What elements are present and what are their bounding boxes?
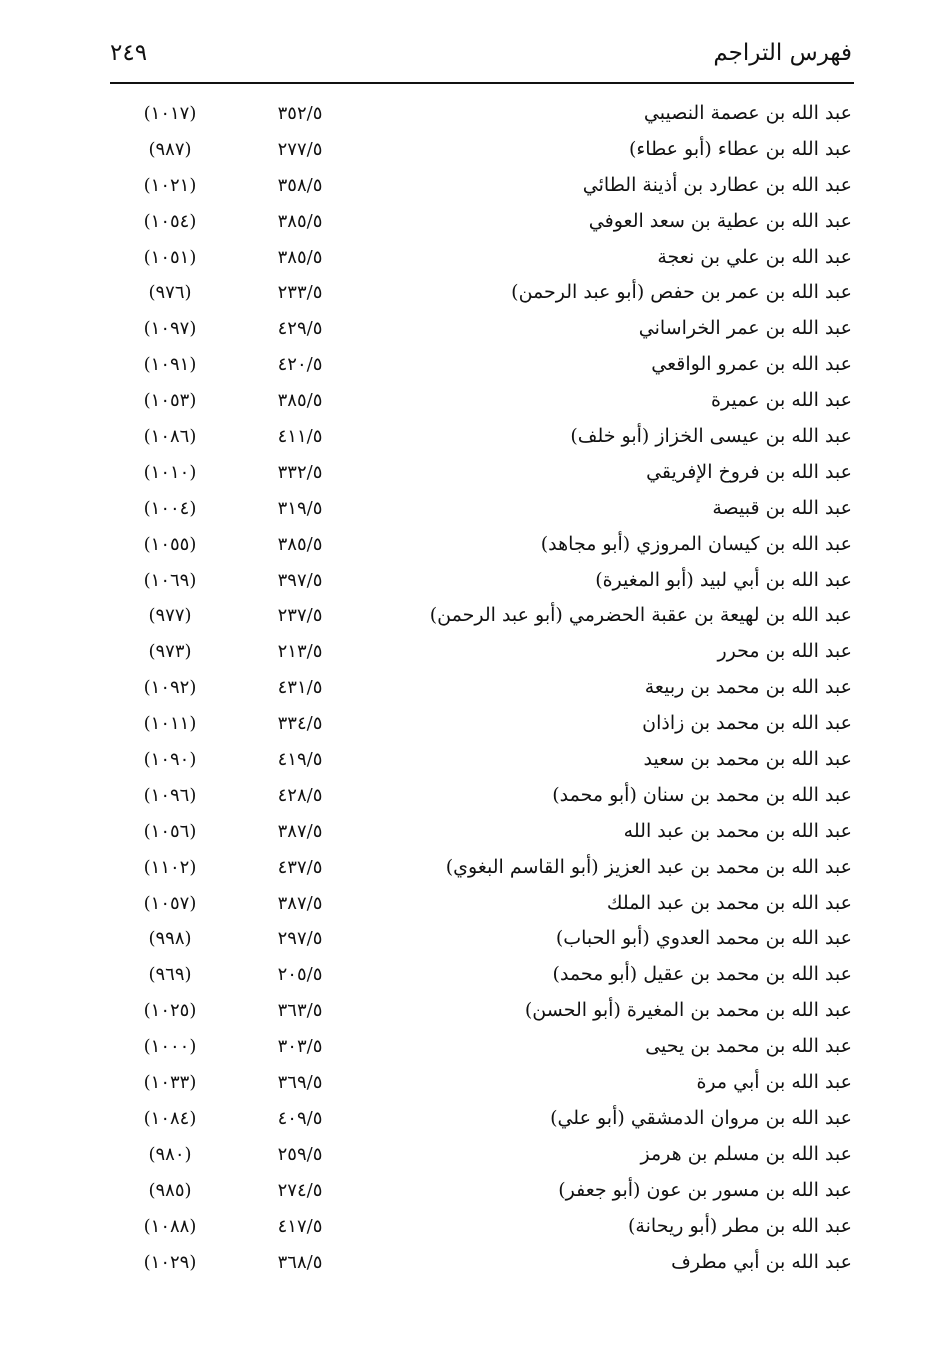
entry-person-name: عبد الله بن عطارد بن أذينة الطائي <box>582 173 852 196</box>
entry-page-reference: ٢٩٧/٥ <box>277 928 323 950</box>
entry-biography-number: (١٠٩١) <box>143 354 197 376</box>
entry-person-name: عبد الله بن عمر بن حفص (أبو عبد الرحمن) <box>511 281 852 304</box>
entry-page-reference: ٣٥٨/٥ <box>277 174 323 196</box>
entry-person-name: عبد الله بن محمد بن سنان (أبو محمد) <box>552 783 852 806</box>
entry-biography-number: (١٠٩٧) <box>143 318 197 340</box>
entry-person-name: عبد الله بن مسلم بن هرمز <box>640 1142 852 1165</box>
entry-person-name: عبد الله بن محمد بن عبد الله <box>623 819 852 842</box>
entry-biography-number: (١٠٣٣) <box>143 1072 197 1094</box>
entry-person-name: عبد الله بن مطر (أبو ريحانة) <box>628 1214 852 1237</box>
entry-page-reference: ٢١٣/٥ <box>277 641 323 663</box>
entry-page-reference: ٤١٩/٥ <box>277 749 323 771</box>
index-entry <box>110 313 852 349</box>
entry-page-reference: ٣٣٤/٥ <box>277 713 323 735</box>
entry-biography-number: (٩٧٣) <box>148 641 192 663</box>
index-entry <box>110 852 852 888</box>
index-entry <box>110 1247 852 1283</box>
entry-person-name: عبد الله بن عصمة النصيبي <box>643 102 852 124</box>
entry-page-reference: ٤٢٠/٥ <box>277 354 323 376</box>
entry-person-name: عبد الله بن عطاء (أبو عطاء) <box>628 137 852 160</box>
index-entry <box>110 995 852 1031</box>
entry-page-reference: ٣٦٨/٥ <box>277 1251 323 1273</box>
entry-person-name: عبد الله بن محمد بن عبد العزيز (أبو القاسم البغوي) <box>445 855 852 878</box>
index-entry <box>110 421 852 457</box>
index-entry <box>110 923 852 959</box>
entry-page-reference: ٣٦٩/٥ <box>277 1072 323 1094</box>
entry-page-reference: ٢٥٩/٥ <box>277 1143 323 1165</box>
entry-page-reference: ٣٨٥/٥ <box>277 210 323 232</box>
index-entry <box>110 565 852 601</box>
entry-biography-number: (١٠٨٨) <box>143 1215 197 1237</box>
entry-page-reference: ٣٠٣/٥ <box>277 1036 323 1058</box>
entry-biography-number: (١٠٩٢) <box>143 677 197 699</box>
entry-page-reference: ٣٩٧/٥ <box>277 569 323 591</box>
entry-person-name: عبد الله بن علي بن نعجة <box>657 245 852 268</box>
entry-person-name: عبد الله بن عميرة <box>711 389 852 412</box>
entry-biography-number: (٩٩٨) <box>148 928 192 950</box>
entry-biography-number: (١٠٩٠) <box>143 749 197 771</box>
entry-person-name: عبد الله بن مروان الدمشقي (أبو علي) <box>550 1106 852 1129</box>
index-entry <box>110 457 852 493</box>
entry-person-name: عبد الله بن فروخ الإفريقي <box>646 460 852 483</box>
index-entry <box>110 206 852 242</box>
entry-page-reference: ٤١١/٥ <box>277 426 323 448</box>
entry-biography-number: (١٠٥٥) <box>143 533 197 555</box>
entry-page-reference: ٤٣٧/٥ <box>277 856 323 878</box>
index-entry <box>110 888 852 924</box>
entry-biography-number: (١٠١١) <box>143 713 197 735</box>
entry-biography-number: (٩٨٧) <box>148 138 192 160</box>
entry-biography-number: (١٠٠٠) <box>143 1036 197 1058</box>
entry-page-reference: ٣٨٧/٥ <box>277 892 323 914</box>
entry-biography-number: (١٠١٠) <box>143 461 197 483</box>
entry-person-name: عبد الله بن محرر <box>717 640 852 663</box>
entry-biography-number: (١٠٠٤) <box>143 497 197 519</box>
index-entry <box>110 1211 852 1247</box>
entry-page-reference: ٣١٩/٥ <box>277 497 323 519</box>
header-divider <box>110 82 854 84</box>
page-header <box>110 36 852 76</box>
entry-biography-number: (١٠٢١) <box>143 174 197 196</box>
entry-page-reference: ٢٣٣/٥ <box>277 282 323 304</box>
entry-page-reference: ٣٣٢/٥ <box>277 461 323 483</box>
index-entry <box>110 529 852 565</box>
entry-page-reference: ٣٨٧/٥ <box>277 820 323 842</box>
entry-page-reference: ٣٥٢/٥ <box>277 103 323 124</box>
entry-biography-number: (١٠٥٧) <box>143 892 197 914</box>
entry-person-name: عبد الله بن محمد العدوي (أبو الحباب) <box>555 927 852 950</box>
entry-biography-number: (٩٦٩) <box>148 964 192 986</box>
entry-person-name: عبد الله بن محمد بن المغيرة (أبو الحسن) <box>524 999 852 1022</box>
entry-person-name: عبد الله بن محمد بن يحيى <box>645 1035 852 1058</box>
entry-biography-number: (٩٧٦) <box>148 282 192 304</box>
entry-page-reference: ٤٣١/٥ <box>277 677 323 699</box>
entry-biography-number: (١٠٦٩) <box>143 569 197 591</box>
entry-biography-number: (١٠٨٤) <box>143 1107 197 1129</box>
entry-person-name: عبد الله بن محمد بن سعيد <box>643 748 852 771</box>
entry-page-reference: ٣٨٥/٥ <box>277 533 323 555</box>
entry-biography-number: (١٠٥١) <box>143 246 197 268</box>
entry-page-reference: ٣٦٣/٥ <box>277 1000 323 1022</box>
index-entry <box>110 600 852 636</box>
entry-biography-number: (١٠٨٦) <box>143 426 197 448</box>
entry-person-name: عبد الله بن محمد بن عبد الملك <box>606 891 852 914</box>
entry-person-name: عبد الله بن قبيصة <box>712 496 852 519</box>
index-entry <box>110 1103 852 1139</box>
entry-page-reference: ٤٠٩/٥ <box>277 1107 323 1129</box>
entry-biography-number: (٩٧٧) <box>148 605 192 627</box>
index-entry <box>110 708 852 744</box>
entry-page-reference: ٢٠٥/٥ <box>277 964 323 986</box>
entry-page-reference: ٢٣٧/٥ <box>277 605 323 627</box>
entry-person-name: عبد الله بن أبي مطرف <box>671 1250 852 1273</box>
entry-biography-number: (١٠٥٦) <box>143 820 197 842</box>
entry-person-name: عبد الله بن أبي لبيد (أبو المغيرة) <box>595 568 852 591</box>
entry-person-name: عبد الله بن أبي مرة <box>696 1071 852 1094</box>
entry-biography-number: (١٠٢٩) <box>143 1251 197 1273</box>
index-entry <box>110 636 852 672</box>
entry-person-name: عبد الله بن عمر الخراساني <box>638 317 852 340</box>
index-entry <box>110 780 852 816</box>
entry-person-name: عبد الله بن محمد بن عقيل (أبو محمد) <box>552 963 852 986</box>
entry-person-name: عبد الله بن مسور بن عون (أبو جعفر) <box>558 1178 852 1201</box>
index-entry <box>110 744 852 780</box>
index-entry <box>110 1139 852 1175</box>
entry-person-name: عبد الله بن عمرو الواقعي <box>651 353 852 376</box>
entry-person-name: عبد الله بن كيسان المروزي (أبو مجاهد) <box>540 532 852 555</box>
entry-page-reference: ٤٢٨/٥ <box>277 784 323 806</box>
index-entry <box>110 277 852 313</box>
index-entry <box>110 385 852 421</box>
page-title: فهرس التراجم <box>713 40 852 66</box>
index-entry <box>110 672 852 708</box>
entry-biography-number: (١٠٥٣) <box>143 390 197 412</box>
entry-page-reference: ٤١٧/٥ <box>277 1215 323 1237</box>
index-entry <box>110 98 852 134</box>
index-entry <box>110 170 852 206</box>
entry-page-reference: ٣٨٥/٥ <box>277 390 323 412</box>
entry-biography-number: (١١٠٢) <box>143 856 197 878</box>
entry-person-name: عبد الله بن عيسى الخزاز (أبو خلف) <box>570 425 852 448</box>
entry-biography-number: (١٠٥٤) <box>143 210 197 232</box>
entry-person-name: عبد الله بن محمد بن زاذان <box>642 712 852 735</box>
index-entry <box>110 493 852 529</box>
entry-page-reference: ٢٧٤/٥ <box>277 1179 323 1201</box>
entry-biography-number: (١٠١٧) <box>143 103 197 124</box>
entry-person-name: عبد الله بن لهيعة بن عقبة الحضرمي (أبو عبد الرحمن) <box>429 604 852 627</box>
entry-biography-number: (٩٨٥) <box>148 1179 192 1201</box>
page-number: ٢٤٩ <box>110 40 148 66</box>
index-entry <box>110 1067 852 1103</box>
entry-page-reference: ٢٧٧/٥ <box>277 138 323 160</box>
entry-biography-number: (١٠٢٥) <box>143 1000 197 1022</box>
index-entry <box>110 1175 852 1211</box>
index-entries-list <box>110 98 852 1282</box>
entry-page-reference: ٣٨٥/٥ <box>277 246 323 268</box>
index-entry <box>110 1031 852 1067</box>
index-entry <box>110 959 852 995</box>
entry-person-name: عبد الله بن عطية بن سعد العوفي <box>588 209 852 232</box>
index-entry <box>110 242 852 278</box>
entry-person-name: عبد الله بن محمد بن ربيعة <box>644 676 852 699</box>
index-entry <box>110 134 852 170</box>
entry-biography-number: (٩٨٠) <box>148 1143 192 1165</box>
index-entry <box>110 816 852 852</box>
index-entry <box>110 349 852 385</box>
entry-biography-number: (١٠٩٦) <box>143 784 197 806</box>
entry-page-reference: ٤٢٩/٥ <box>277 318 323 340</box>
